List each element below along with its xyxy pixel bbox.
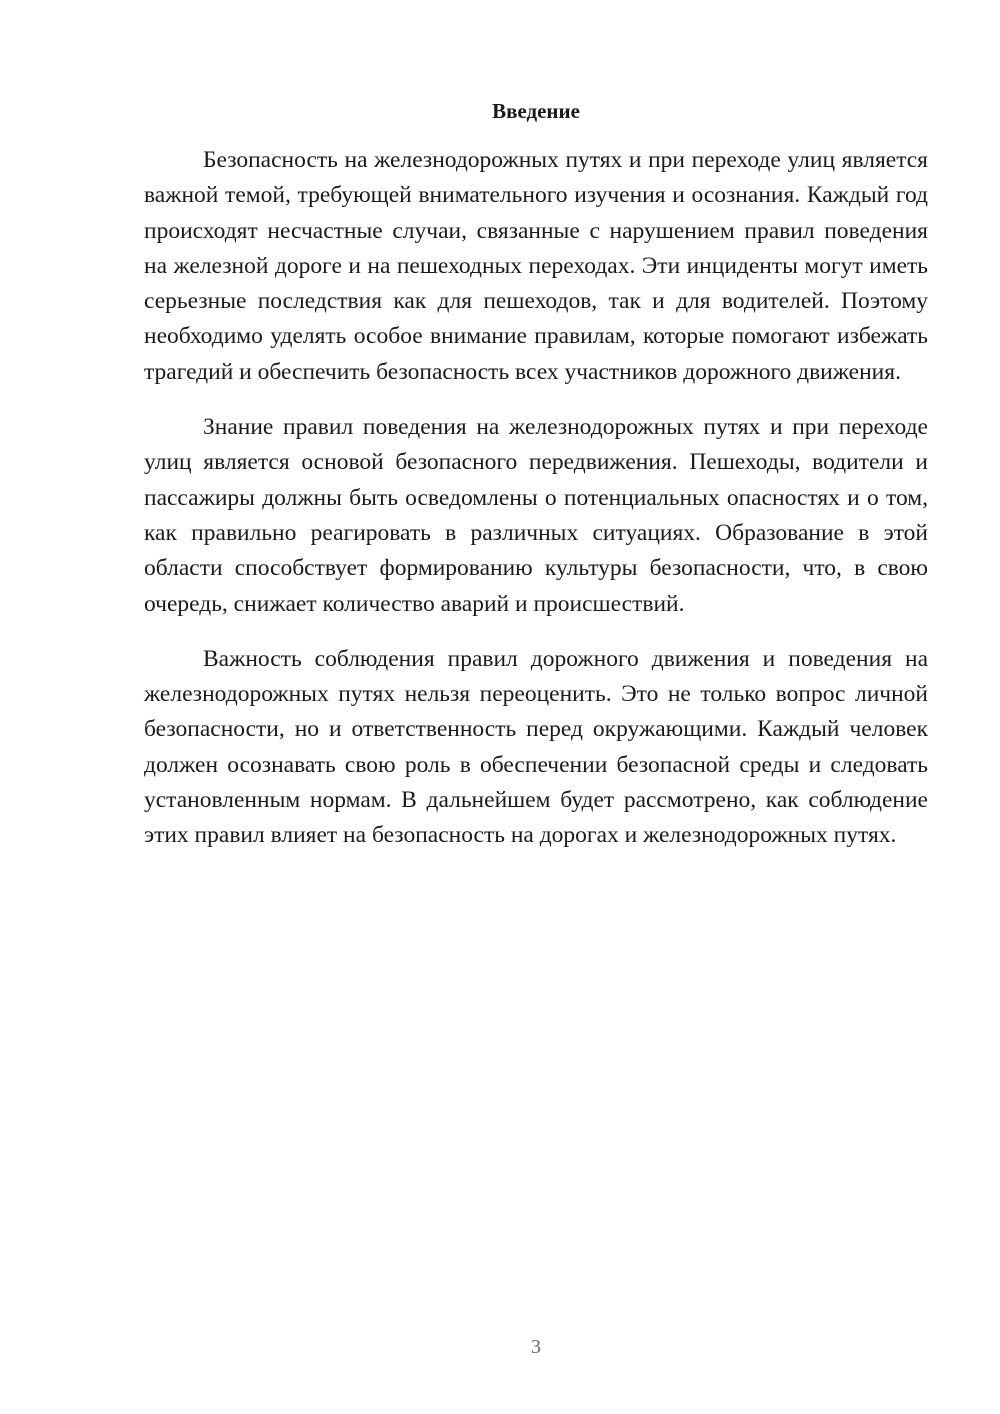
paragraph-2: Знание правил поведения на железнодорожных путях и при переходе улиц является основой безопасного передвижения. Пешеходы, водители и пассажиры должны быть осведомлены о потенциальных опасностях и о том, как правильно реагировать в различных ситуациях. Образование в этой области способствует формированию культуры безопасности, что, в свою очередь, снижает количество аварий и происшествий.: [144, 414, 928, 617]
section-heading: Введение: [492, 99, 580, 123]
body-text: [144, 143, 928, 874]
paragraph-3: Важность соблюдения правил дорожного движения и поведения на железнодорожных путях нельзя переоценить. Это не только вопрос личной безопасности, но и ответственность перед окружающими. Каждый человек должен осознавать свою роль в обеспечении безопасной среды и следовать установленным нормам. В дальнейшем будет рассмотрено, как соблюдение этих правил влияет на безопасность на дорогах и железнодорожных путях.: [144, 645, 928, 849]
paragraph-1: Безопасность на железнодорожных путях и при переходе улиц является важной темой, требующей внимательного изучения и осознания. Каждый год происходят несчастные случаи, связанные с нарушением правил поведения на железной дороге и на пешеходных переходах. Эти инциденты могут иметь серьезные последствия как для пешеходов, так и для водителей. Поэтому необходимо уделять особое внимание правилам, которые помогают избежать трагедий и обеспечить безопасность всех участников дорожного движения.: [144, 147, 928, 385]
page-number: 3: [531, 1336, 541, 1358]
